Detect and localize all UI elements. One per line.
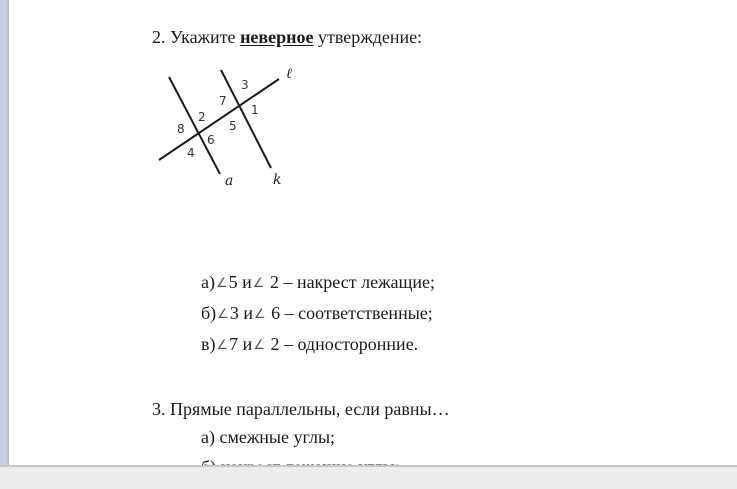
option-conj: и <box>243 303 253 323</box>
answer-option-b <box>201 304 433 322</box>
angle-label-6: 6 <box>207 133 215 147</box>
angle-icon: ∠ <box>217 307 229 322</box>
line-label-k: k <box>273 172 282 188</box>
question-number: 2. <box>152 27 166 47</box>
option-angle-2: 2 <box>270 334 280 354</box>
window-left-border <box>0 0 9 465</box>
option-angle-2: 6 <box>271 303 281 323</box>
option-angle-1: 3 <box>229 303 239 323</box>
option-text: – односторонние. <box>283 334 419 354</box>
option-conj: и <box>242 272 252 292</box>
answer-option-a <box>201 273 435 291</box>
document-page <box>9 0 737 465</box>
question-emphasis: неверное <box>240 27 314 47</box>
angle-label-4: 4 <box>187 146 195 160</box>
question-prefix: Укажите <box>170 27 236 47</box>
angle-icon: ∠ <box>253 307 266 322</box>
line-label-a: a <box>225 173 234 189</box>
option-text: – накрест лежащие; <box>283 272 435 292</box>
angle-label-5: 5 <box>229 119 237 133</box>
parallel-lines-diagram <box>155 60 325 195</box>
angle-label-1: 1 <box>251 103 259 117</box>
diagram-svg <box>155 60 325 195</box>
angle-icon: ∠ <box>215 276 228 291</box>
option-marker: а) <box>201 272 215 292</box>
angle-icon: ∠ <box>216 338 229 353</box>
option-marker: б) <box>201 303 217 323</box>
status-bar <box>0 465 737 489</box>
option-angle-1: 7 <box>229 334 239 354</box>
angle-icon: ∠ <box>252 276 265 291</box>
option-conj: и <box>242 334 253 354</box>
angle-icon: ∠ <box>253 338 265 353</box>
question-3-title: 3. Прямые параллельны, если равны… <box>152 399 450 419</box>
angle-label-2: 2 <box>198 110 206 124</box>
question-suffix: утверждение: <box>318 27 423 47</box>
angle-label-3: 3 <box>241 78 249 92</box>
line-label-l: ℓ <box>286 66 292 82</box>
angle-label-8: 8 <box>177 122 185 136</box>
option-angle-1: 5 <box>228 272 238 292</box>
option-marker: в) <box>201 334 216 354</box>
option-angle-2: 2 <box>269 272 279 292</box>
q3-answer-option-a: а) смежные углы; <box>201 427 336 447</box>
question-2-title <box>152 28 422 46</box>
option-text: – соответственные; <box>284 303 433 323</box>
angle-label-7: 7 <box>219 94 227 108</box>
answer-option-c <box>201 335 418 353</box>
